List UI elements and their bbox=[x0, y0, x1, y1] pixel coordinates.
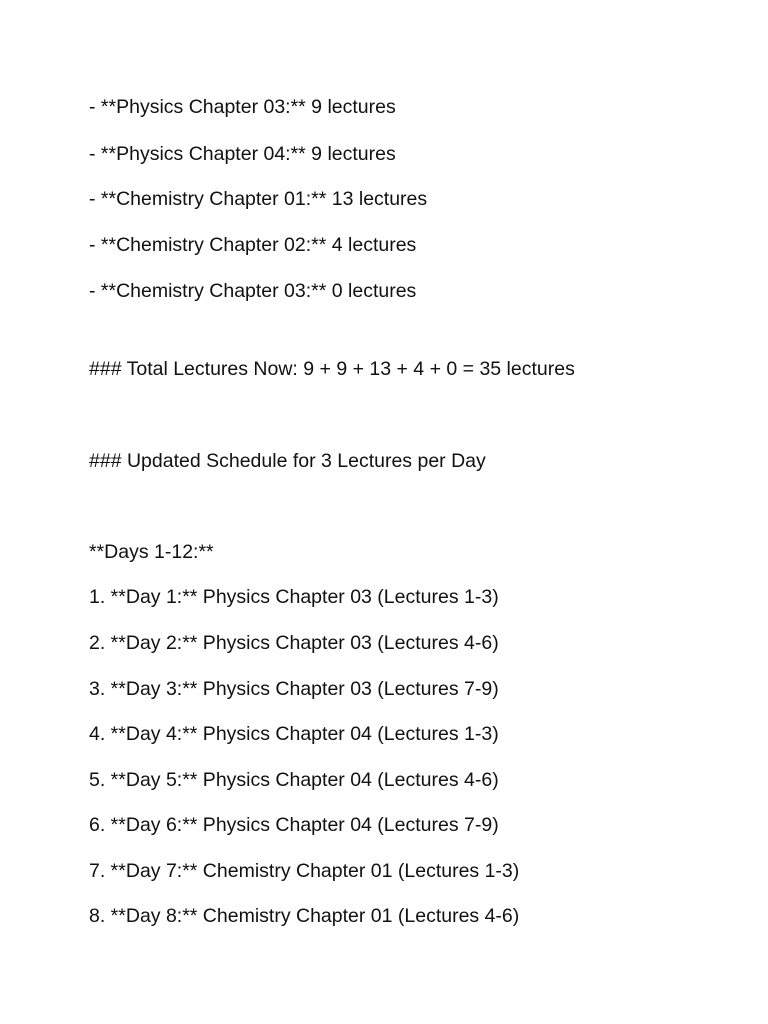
days-group-label: **Days 1-12:** bbox=[89, 541, 214, 563]
chapter-list-item: - **Physics Chapter 04:** 9 lectures bbox=[89, 143, 396, 165]
chapter-list-item: - **Physics Chapter 03:** 9 lectures bbox=[89, 96, 396, 118]
total-lectures-heading: ### Total Lectures Now: 9 + 9 + 13 + 4 + 0 = 35 lectures bbox=[89, 358, 575, 380]
schedule-list-item: 4. **Day 4:** Physics Chapter 04 (Lectures 1-3) bbox=[89, 723, 499, 745]
schedule-list-item: 3. **Day 3:** Physics Chapter 03 (Lectures 7-9) bbox=[89, 678, 499, 700]
schedule-list-item: 2. **Day 2:** Physics Chapter 03 (Lectures 4-6) bbox=[89, 632, 499, 654]
chapter-list-item: - **Chemistry Chapter 03:** 0 lectures bbox=[89, 280, 417, 302]
schedule-list-item: 5. **Day 5:** Physics Chapter 04 (Lectures 4-6) bbox=[89, 769, 499, 791]
chapter-list-item: - **Chemistry Chapter 01:** 13 lectures bbox=[89, 188, 428, 210]
schedule-heading: ### Updated Schedule for 3 Lectures per Day bbox=[89, 450, 486, 472]
schedule-list-item: 7. **Day 7:** Chemistry Chapter 01 (Lectures 1-3) bbox=[89, 860, 520, 882]
chapter-list-item: - **Chemistry Chapter 02:** 4 lectures bbox=[89, 234, 417, 256]
schedule-list-item: 6. **Day 6:** Physics Chapter 04 (Lectures 7-9) bbox=[89, 814, 499, 836]
schedule-list-item: 1. **Day 1:** Physics Chapter 03 (Lectures 1-3) bbox=[89, 586, 499, 608]
schedule-list-item: 8. **Day 8:** Chemistry Chapter 01 (Lectures 4-6) bbox=[89, 905, 520, 927]
